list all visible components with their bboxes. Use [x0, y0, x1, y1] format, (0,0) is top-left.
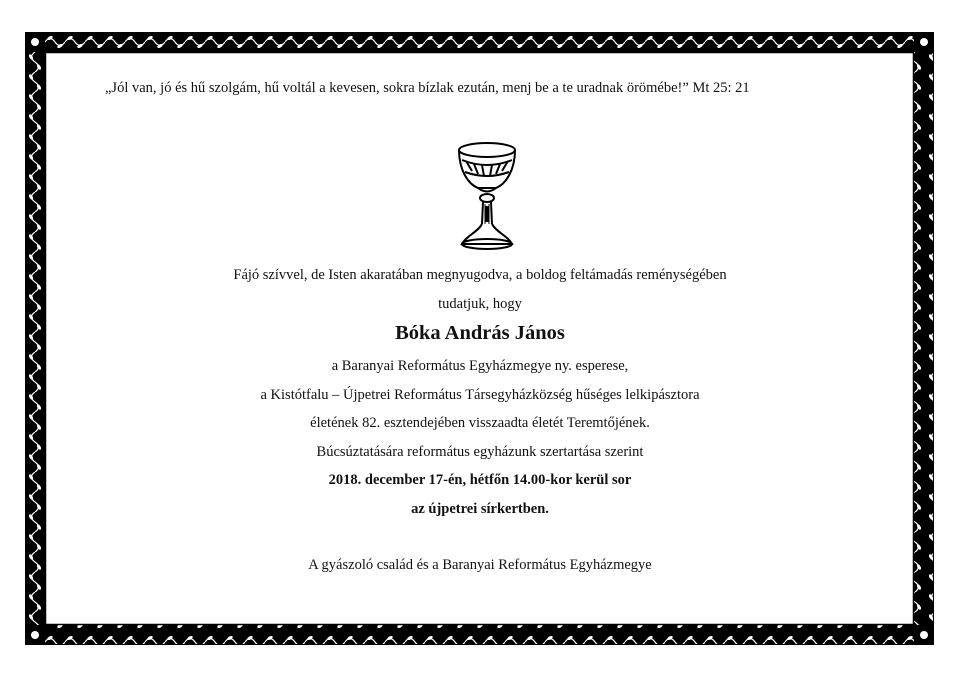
signature: A gyászoló család és a Baranyai Református Egyházmegye — [308, 557, 652, 573]
intro-line-2: tudatjuk, hogy — [438, 296, 522, 312]
farewell-line: Búcsúztatására református egyházunk szertartása szerint — [316, 444, 644, 460]
death-line: életének 82. esztendejében visszaadta életét Teremtőjének. — [310, 415, 650, 431]
role-line-1: a Baranyai Református Egyházmegye ny. esperese, — [331, 358, 629, 374]
intro-line-1: Fájó szívvel, de Isten akaratában megnyugodva, a boldog feltámadás reménységében — [233, 267, 727, 283]
role-line-2: a Kistótfalu – Újpetrei Református Társegyházközség hűséges lelkipásztora — [260, 387, 700, 403]
deceased-name: Bóka András János — [395, 322, 565, 344]
funeral-place: az újpetrei sírkertben. — [411, 501, 549, 517]
bible-quote: „Jól van, jó és hű szolgám, hű voltál a kevesen, sokra bízlak ezután, menj be a te uradnak örömébe!” Mt 25: 21 — [105, 80, 750, 96]
funeral-date: 2018. december 17-én, hétfőn 14.00-kor kerül sor — [328, 472, 632, 488]
chalice-icon — [456, 140, 518, 252]
